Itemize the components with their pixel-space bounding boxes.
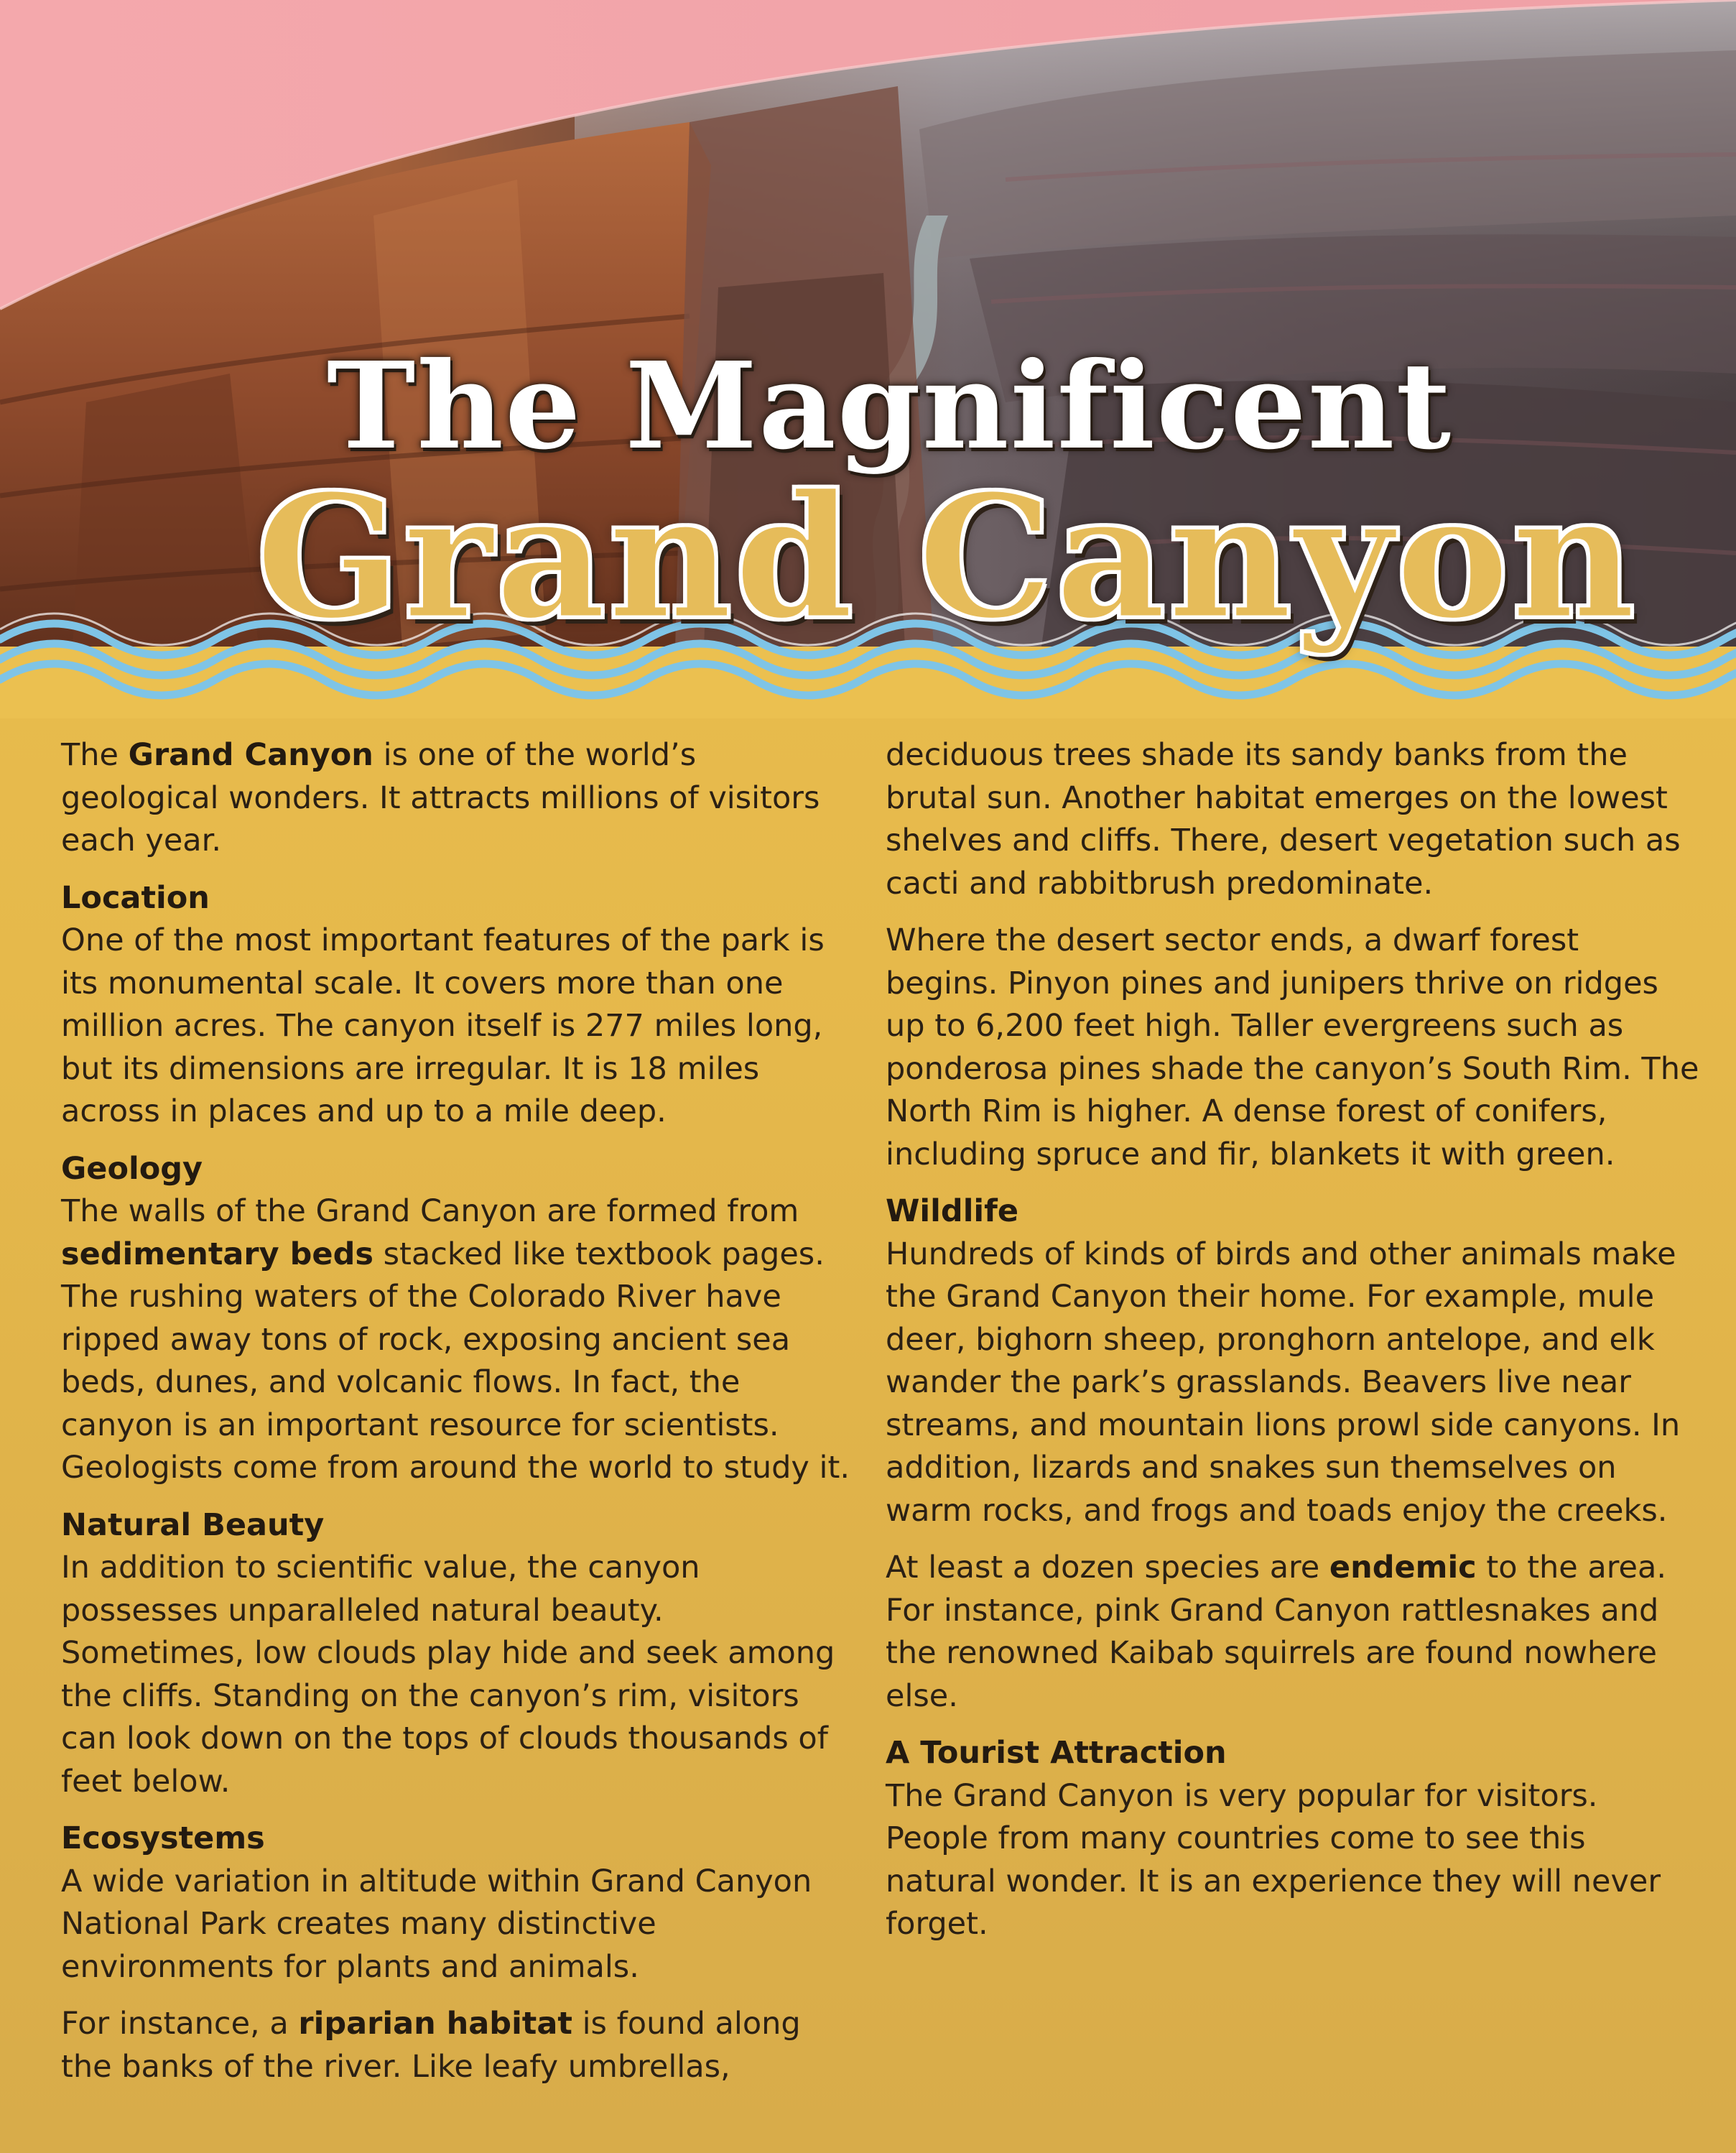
term-grand-canyon: Grand Canyon: [128, 737, 373, 773]
heading-wildlife: Wildlife: [886, 1193, 1019, 1229]
left-column: [61, 734, 851, 2103]
ecosystems-paragraph-3: Where the desert sector ends, a dwarf forest begins. Pinyon pines and junipers thrive on ridges up to 6,200 feet high. Taller evergreens such as ponderosa pines shade the canyon’s South Rim. The North Rim is higher. A dense forest of conifers, including spruce and fir, blankets it with green.: [886, 922, 1699, 1172]
geology-paragraph: The walls of the Grand Canyon are formed from sedimentary beds stacked like textbook pages. The rushing waters of the Colorado River have ripped away tons of rock, exposing ancient sea beds, dunes, and volcanic flows. In fact, the canyon is an important resource for scientists. Geologists come from around the world to study it.: [61, 1193, 850, 1486]
title-line-1: The Magnificent: [326, 336, 1453, 476]
term-endemic: endemic: [1329, 1550, 1477, 1585]
heading-location: Location: [61, 879, 210, 916]
tourist-paragraph: The Grand Canyon is very popular for visitors. People from many countries come to see this natural wonder. It is an experience they will never forget.: [886, 1777, 1661, 1942]
heading-geology: Geology: [61, 1150, 203, 1187]
term-riparian-habitat: riparian habitat: [298, 2006, 572, 2042]
hero-banner: [0, 0, 1736, 718]
ecosystems-paragraph-2-continued: deciduous trees shade its sandy banks from the brutal sun. Another habitat emerges on the lowest shelves and cliffs. There, desert vegetation such as cacti and rabbitbrush predominate.: [886, 737, 1681, 902]
right-column: [886, 734, 1701, 1960]
term-sedimentary-beds: sedimentary beds: [61, 1236, 373, 1272]
intro-paragraph: The Grand Canyon is one of the world’s geological wonders. It attracts millions of visitors each year.: [61, 737, 820, 858]
location-paragraph: One of the most important features of the park is its monumental scale. It covers more than one million acres. The canyon itself is 277 miles long, but its dimensions are irregular. It is 18 miles across in places and up to a mile deep.: [61, 922, 825, 1129]
wildlife-paragraph-2: At least a dozen species are endemic to the area. For instance, pink Grand Canyon rattlesnakes and the renowned Kaibab squirrels are found nowhere else.: [886, 1550, 1666, 1714]
title-line-2: Grand Canyon: [256, 457, 1638, 657]
ecosystems-paragraph-1: A wide variation in altitude within Grand Canyon National Park creates many distinctive environments for plants and animals.: [61, 1863, 812, 1985]
heading-tourist-attraction: A Tourist Attraction: [886, 1735, 1227, 1771]
heading-natural-beauty: Natural Beauty: [61, 1506, 325, 1543]
natural-beauty-paragraph: In addition to scientific value, the canyon possesses unparalleled natural beauty. Sometimes, low clouds play hide and seek among the cliffs. Standing on the canyon’s rim, visitors can look down on the tops of clouds thousands of feet below.: [61, 1550, 835, 1800]
heading-ecosystems: Ecosystems: [61, 1820, 265, 1856]
ecosystems-paragraph-2: For instance, a riparian habitat is found along the banks of the river. Like leafy umbrellas,: [61, 2006, 801, 2085]
wildlife-paragraph-1: Hundreds of kinds of birds and other animals make the Grand Canyon their home. For example, mule deer, bighorn sheep, pronghorn antelope, and elk wander the park’s grasslands. Beavers live near streams, and mountain lions prowl side canyons. In addition, lizards and snakes sun themselves on warm rocks, and frogs and toads enjoy the creeks.: [886, 1236, 1681, 1529]
